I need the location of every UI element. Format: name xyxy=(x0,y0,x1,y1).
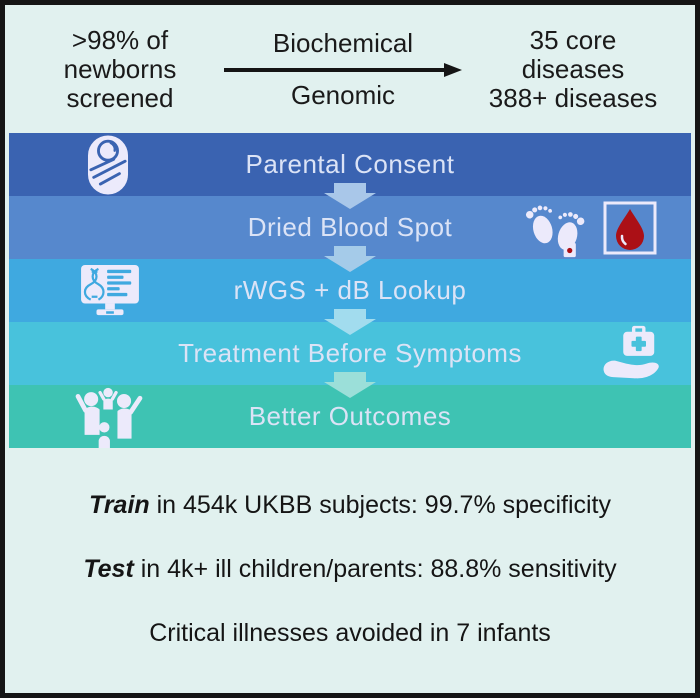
diseases-line-1: 35 core xyxy=(529,24,617,55)
down-arrow-icon xyxy=(324,309,376,335)
flow-step-label: Treatment Before Symptoms xyxy=(178,338,522,368)
flow-step-label: Parental Consent xyxy=(245,149,455,179)
train-specificity-line xyxy=(89,490,611,520)
critical-illness-text: Critical illnesses avoided in 7 infants xyxy=(149,619,551,647)
computer-dna-report-icon xyxy=(79,264,141,318)
results-section xyxy=(5,448,695,693)
diseases-line-2: diseases xyxy=(521,53,625,84)
header-section xyxy=(5,5,695,133)
biochemical-label: Biochemical xyxy=(272,28,414,58)
family-celebrating-icon xyxy=(75,386,143,448)
test-rest: in 4k+ ill children/parents: 88.8% sensitivity xyxy=(133,555,617,583)
genomic-label: Genomic xyxy=(290,80,396,110)
down-arrow-icon xyxy=(324,183,376,209)
down-arrow-icon xyxy=(324,372,376,398)
test-sensitivity-line xyxy=(83,554,616,584)
screened-line-1: >98% of xyxy=(71,24,169,55)
workflow-stack xyxy=(9,133,691,448)
screened-line-2: newborns xyxy=(63,53,177,84)
screened-statement xyxy=(21,26,219,113)
flow-step-label: Dried Blood Spot xyxy=(247,212,453,242)
down-arrow-icon xyxy=(324,246,376,272)
screened-line-3: screened xyxy=(66,82,174,113)
swaddled-baby-icon xyxy=(85,134,131,195)
diseases-statement xyxy=(467,26,679,113)
right-arrow-icon xyxy=(222,62,464,78)
blood-drop-icon xyxy=(603,201,657,255)
flow-step-label: rWGS + dB Lookup xyxy=(233,275,467,305)
hand-with-first-aid-kit-icon xyxy=(599,324,663,384)
train-rest: in 454k UKBB subjects: 99.7% specificity xyxy=(149,491,611,519)
flow-step-label: Better Outcomes xyxy=(248,401,452,431)
diseases-line-3: 388+ diseases xyxy=(488,82,658,113)
test-emphasis: Test xyxy=(83,555,134,583)
method-transition xyxy=(219,29,467,109)
train-emphasis: Train xyxy=(89,491,150,519)
baby-footprints-icon xyxy=(521,198,595,258)
critical-illness-line xyxy=(149,618,551,648)
